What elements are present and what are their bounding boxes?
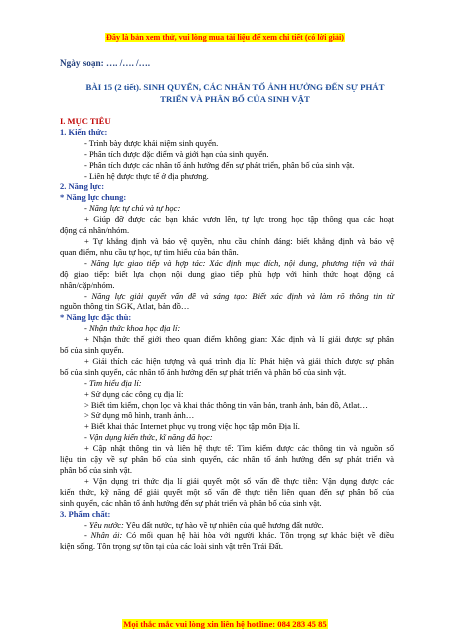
text-line: + Giải thích các hiện tượng và quá trình địa lí: Phát hiện và giải thích được sự phân — [84, 355, 394, 366]
text-line: liệu tin cậy về sự phân bố của sinh quyển, các nhân tố ảnh hưởng đến sự phát triển và — [60, 454, 394, 465]
subheading-competence: 2. Năng lực: — [60, 181, 105, 192]
text-line: + Tự khẳng định và bảo vệ quyền, nhu cầu chính đáng: biết khẳng định và bảo vệ — [84, 235, 394, 246]
label-kindness: - Nhân ái: — [84, 530, 123, 541]
text-line: - Năng lực giải quyết vấn đề và sáng tạo: Biết xác định và làm rõ thông tin từ — [84, 290, 394, 301]
text-line: + Giúp đỡ được các bạn khác vươn lên, tự lực trong học tập thông qua các hoạt — [84, 214, 394, 225]
section-heading-objectives: I. MỤC TIÊU — [60, 116, 111, 126]
text-line: bố của sinh quyển. — [60, 345, 124, 356]
text-line: - Phân tích được đặc điểm và giới hạn của sinh quyển. — [84, 148, 269, 159]
text-line: > Sử dụng mô hình, tranh ảnh… — [84, 410, 195, 421]
lesson-title — [70, 82, 400, 105]
document-body — [60, 116, 394, 552]
text-line: kiện sống. Tôn trọng sự tồn tại của các loài sinh vật trên Trái Đất. — [60, 541, 284, 552]
text-line: > Biết tìm kiếm, chọn lọc và khai thác thông tin văn bản, tranh ảnh, bản đồ, Atlat… — [84, 399, 369, 410]
subheading-general-competence: * Năng lực chung: — [60, 192, 127, 203]
text-line: động cá nhân/nhóm. — [60, 225, 130, 236]
text-line: - Liên hệ được thực tế ở địa phương. — [84, 170, 209, 181]
hotline-footer — [0, 614, 450, 632]
subheading-specific-competence: * Năng lực đặc thù: — [60, 312, 132, 323]
text-line: nhân/cặp/nhóm. — [60, 279, 115, 290]
date-line: Ngày soạn: …. /…. /…. — [60, 58, 151, 68]
preview-banner — [0, 27, 450, 45]
subheading-knowledge: 1. Kiến thức: — [60, 126, 108, 137]
text-line: - Năng lực giao tiếp và hợp tác: Xác định mục đích, nội dung, phương tiện và thái — [84, 257, 394, 268]
text-kindness: Có mối quan hệ hài hòa với người khác. Tôn trọng sự khác biệt về điều — [122, 530, 394, 541]
text-line: - Phân tích được các nhân tố ảnh hưởng đến sự phát triển, phân bố của sinh vật. — [84, 159, 355, 170]
text-line: - Trình bày được khái niệm sinh quyển. — [84, 137, 219, 148]
text-line: quan điểm, nhu cầu tự học, tự tìm hiểu của bản thân. — [60, 246, 239, 257]
text-line: + Biết khai thác Internet phục vụ trong việc học tập môn Địa lí. — [84, 421, 300, 432]
text-line: - Năng lực tự chủ và tự học: — [84, 203, 181, 214]
hotline-footer-text: Mọi thắc mắc vui lòng xin liên hệ hotline: 084 283 45 85 — [123, 619, 327, 629]
text-line: - Vận dụng kiến thức, kĩ năng đã học: — [84, 432, 213, 443]
text-line — [60, 520, 394, 531]
text-line: kiến thức, kỹ năng để giải quyết một số vấn đề thực tiễn liên quan đến sự phân bố của — [60, 486, 394, 497]
text-line: + Sử dụng các công cụ địa lí: — [84, 388, 184, 399]
text-patriotism: Yêu đất nước, tự hào về tự nhiên của quê hương đất nước. — [123, 519, 324, 530]
text-line: độ giao tiếp: biết lựa chọn nội dung giao tiếp phù hợp với hình thức hoạt động cá — [60, 268, 394, 279]
text-line: sinh quyển, các nhân tố ảnh hưởng đến sự phát triển và phân bố của sinh vật. — [60, 497, 322, 508]
text-line: - Nhận thức khoa học địa lí: — [84, 323, 181, 334]
text-line: + Nhận thức thế giới theo quan điểm không gian: Xác định và lí giải được sự phân — [84, 334, 394, 345]
preview-banner-text: Đây là bản xem thử, vui lòng mua tài liệu để xem chi tiết (có lời giải) — [105, 33, 344, 42]
text-line: phân bố của sinh vật. — [60, 465, 132, 475]
text-line: + Vận dụng tri thức địa lí giải quyết một số vấn đề thực tiễn: Vận dụng được các — [84, 475, 394, 486]
text-line — [60, 530, 394, 541]
lesson-title-line-1: BÀI 15 (2 tiết). SINH QUYỂN, CÁC NHÂN TỐ ẢNH HƯỞNG ĐẾN SỰ PHÁT — [85, 82, 385, 92]
label-patriotism: - Yêu nước: — [84, 519, 124, 530]
text-line: bố của sinh quyển, các nhân tố ảnh hưởng đến sự phát triển và phân bố của sinh vật. — [60, 366, 347, 377]
text-line: nguồn thông tin SGK, Atlat, bản đồ… — [60, 301, 190, 312]
text-line: + Cập nhật thông tin và liên hệ thực tế: Tìm kiếm được các thông tin và nguồn số — [84, 443, 394, 454]
text-line: - Tìm hiểu địa lí: — [84, 377, 142, 388]
subheading-qualities: 3. Phẩm chất: — [60, 508, 111, 519]
lesson-title-line-2: TRIỂN VÀ PHÂN BỐ CỦA SINH VẬT — [160, 93, 310, 104]
